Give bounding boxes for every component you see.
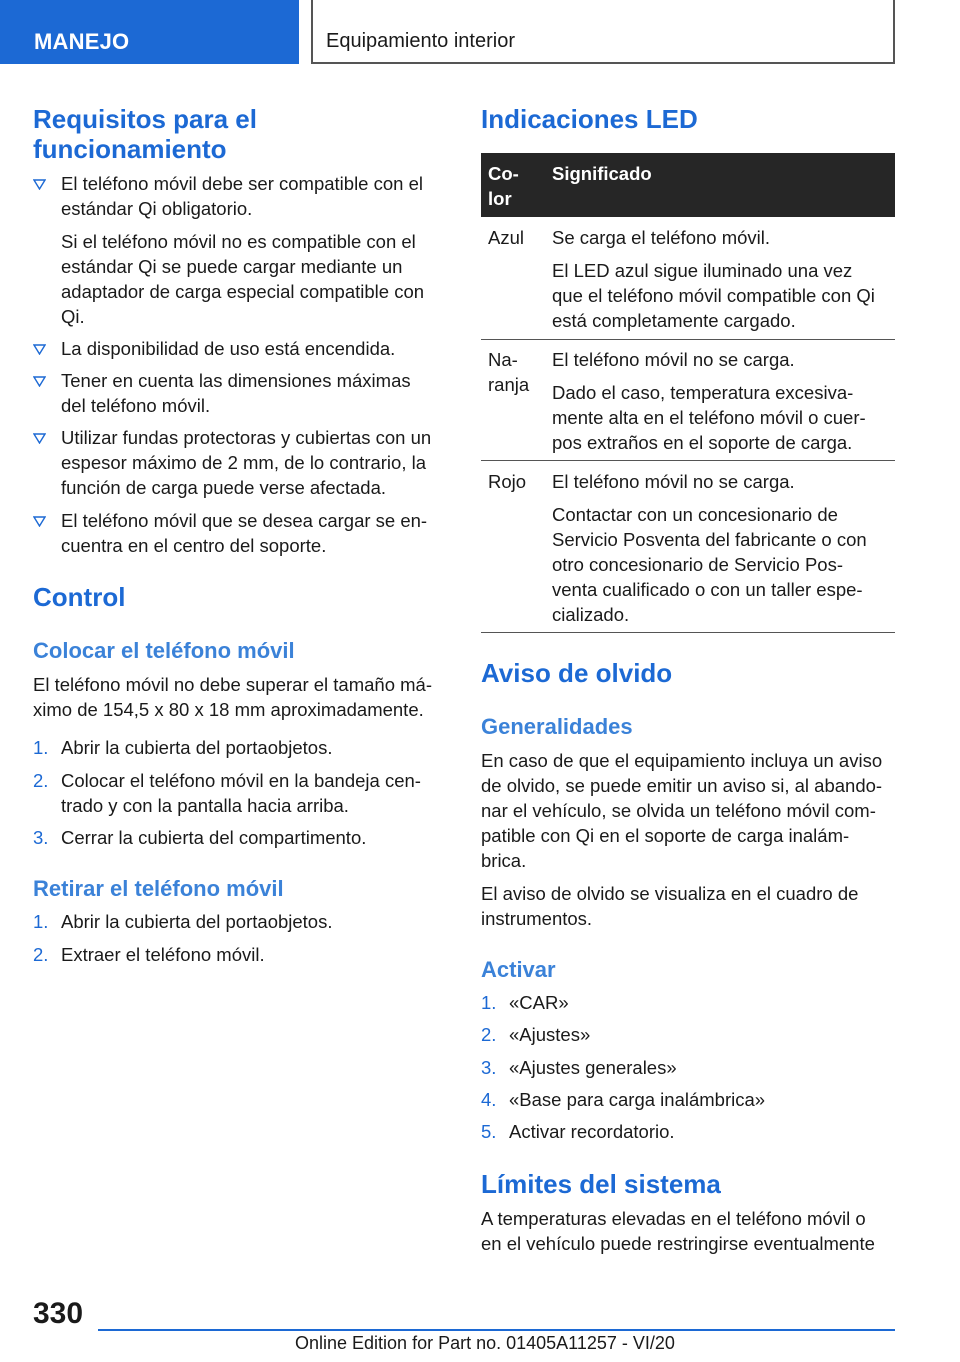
activate-heading: Activar (481, 957, 556, 982)
remove-phone-heading: Retirar el teléfono móvil (33, 876, 284, 901)
system-limits-text: A temperaturas elevadas en el teléfono móvil o en el vehículo puede restringirse eventualmente (481, 1208, 875, 1254)
table-header (481, 153, 895, 217)
edition-note: Online Edition for Part no. 01405A11257 - VI/20 (295, 1333, 675, 1353)
section-tab (0, 0, 299, 64)
triangle-bullet-icon (33, 336, 53, 355)
system-limits-heading: Límites del sistema (481, 1169, 721, 1199)
triangle-bullet-icon (33, 171, 53, 190)
table-cell-meaning: El teléfono móvil no se carga. Dado el caso, temperatura excesiva- mente alta en el teléfono móvil o cuer- pos extraños en el soporte de carga. (552, 349, 866, 453)
table-cell-meaning: Se carga el teléfono móvil. El LED azul sigue iluminado una vez que el teléfono móvil compatible con Qi está completamente cargado. (552, 227, 875, 331)
forget-warning-heading: Aviso de olvido (481, 658, 673, 688)
triangle-bullet-icon (33, 368, 53, 387)
control-heading: Control (33, 582, 126, 612)
triangle-bullet-icon (33, 425, 53, 444)
general-heading: Generalidades (481, 714, 633, 739)
table-cell-color: Rojo (488, 471, 527, 492)
place-phone-text: El teléfono móvil no debe superar el tamaño má- ximo de 154,5 x 80 x 18 mm aproximadamente. (33, 674, 432, 720)
subsection-box (311, 0, 895, 64)
triangle-bullet-icon (33, 508, 53, 527)
general-text: El aviso de olvido se visualiza en el cuadro de instrumentos. (481, 883, 859, 929)
table-cell-color: Na- ranja (488, 349, 530, 395)
column-header-color: Co- lor (488, 163, 519, 209)
table-divider (481, 460, 895, 461)
bullet-note: Si el teléfono móvil no es compatible con el estándar Qi se puede cargar mediante un adaptador de carga especial compatible con Qi. (61, 231, 425, 327)
requirements-heading: Requisitos para el funcionamiento (33, 104, 257, 164)
table-cell-meaning: El teléfono móvil no se carga. Contactar con un concesionario de Servicio Posventa del fabricante o con otro concesionario de Servicio Pos- venta cualificado o con un taller espe- cializado. (552, 471, 867, 625)
footer-rule (98, 1329, 895, 1331)
general-text: En caso de que el equipamiento incluya un aviso de olvido, se puede emitir un aviso si, al abando- nar el vehículo, se olvida un teléfono móvil com- patible con Qi en el soporte de carga inalám- brica. (481, 750, 883, 871)
section-label: MANEJO (34, 29, 130, 54)
page-number: 330 (33, 1297, 84, 1330)
subsection-label: Equipamiento interior (326, 30, 515, 52)
place-phone-heading: Colocar el teléfono móvil (33, 638, 295, 663)
column-header-meaning: Significado (552, 163, 652, 184)
table-divider (481, 632, 895, 633)
led-heading: Indicaciones LED (481, 104, 698, 134)
table-cell-color: Azul (488, 227, 524, 248)
table-divider (481, 339, 895, 340)
